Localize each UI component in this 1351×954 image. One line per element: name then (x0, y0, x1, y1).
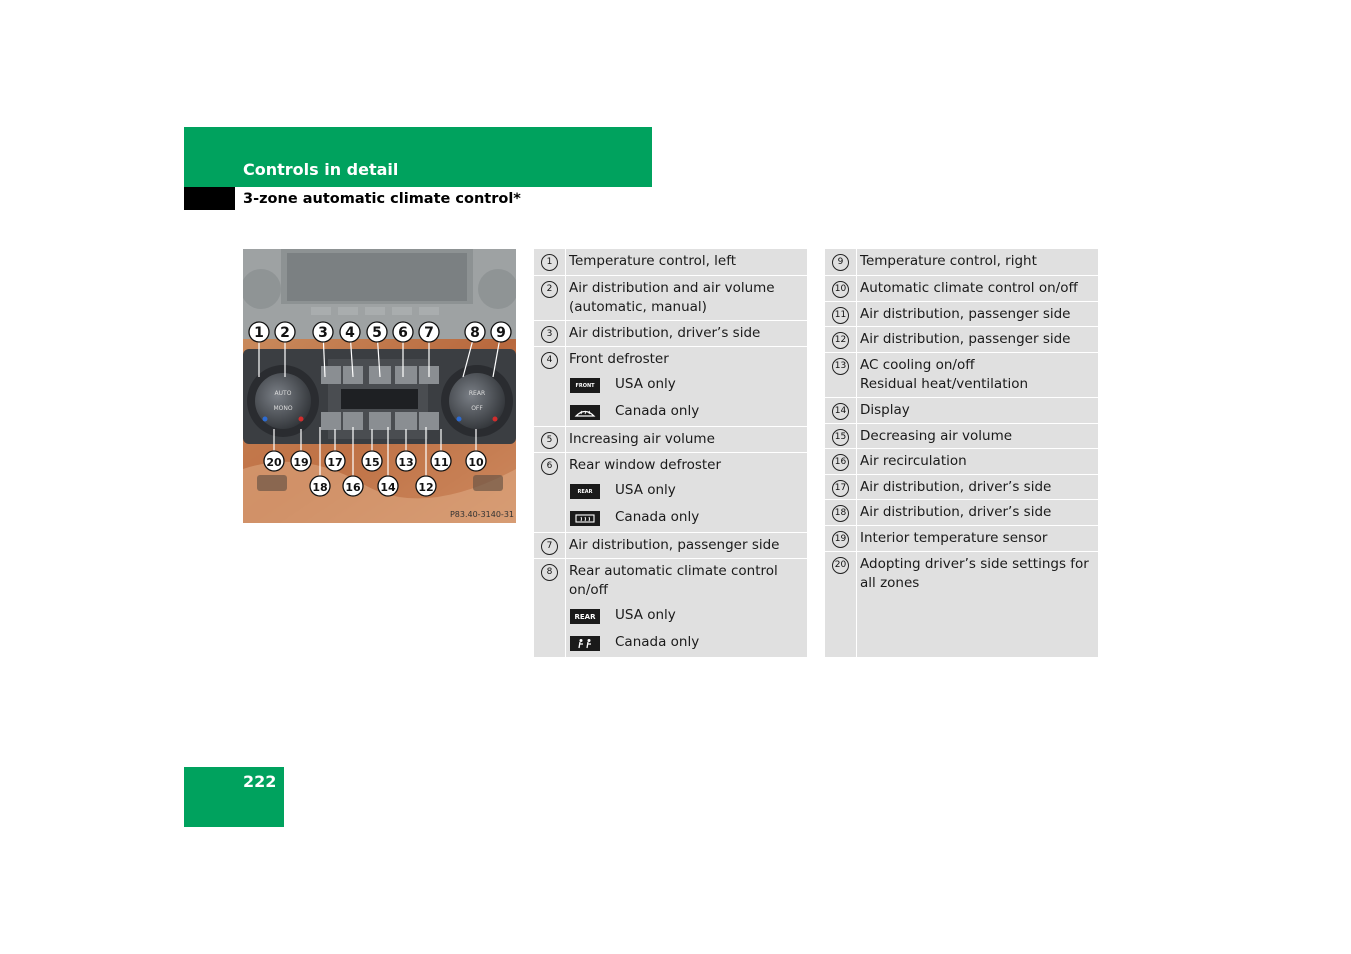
legend-text: Air distribution and air volume (automatic, manual) (569, 280, 775, 315)
knob-right-label2: OFF (471, 405, 483, 412)
callout-label: 12 (418, 481, 434, 494)
legend-text: Air distribution, driver’s side (860, 504, 1052, 520)
legend-text: Air distribution, driver’s side (860, 479, 1052, 495)
figure-reference: P83.40-3140-31 (449, 510, 514, 519)
header-marker (184, 187, 235, 210)
callout-label: 1 (254, 325, 264, 341)
knob-left-label1: AUTO (274, 390, 292, 397)
rear-text-icon (570, 609, 600, 624)
callout-label: 17 (327, 456, 343, 469)
callout-label: 16 (345, 481, 361, 494)
legend-row-20 (825, 551, 1098, 657)
callout-number: 2 (541, 281, 558, 298)
callout-number: 19 (832, 531, 849, 548)
legend-text: AC cooling on/off (860, 357, 975, 373)
usa-label: USA only (615, 607, 676, 623)
callout-number: 4 (541, 352, 558, 369)
rear-occupants-icon (570, 636, 600, 651)
legend-row-14 (825, 397, 1098, 423)
legend-row-16 (825, 448, 1098, 474)
legend-text: Display (860, 402, 910, 418)
callout-number: 9 (832, 254, 849, 271)
callout-number: 12 (832, 332, 849, 349)
canada-label: Canada only (615, 634, 700, 650)
callout-number: 18 (832, 505, 849, 522)
canada-label: Canada only (615, 509, 700, 525)
callout-label: 11 (433, 456, 449, 469)
callout-number: 15 (832, 429, 849, 446)
legend-row-8 (534, 558, 807, 657)
legend-text: Automatic climate control on/off (860, 280, 1078, 296)
legend-row-7 (534, 532, 807, 558)
legend-text: Rear window defroster (569, 457, 722, 473)
callout-number: 16 (832, 454, 849, 471)
legend-row-5 (534, 426, 807, 452)
legend-row-9 (825, 249, 1098, 275)
icon-label: FRONT (575, 382, 595, 389)
callout-label: 7 (424, 325, 434, 341)
callout-label: 8 (470, 325, 480, 341)
rear-window-defrost-icon (570, 511, 600, 526)
section-title: Controls in detail (243, 160, 399, 179)
usa-label: USA only (615, 482, 676, 498)
legend-text: Temperature control, left (569, 253, 737, 269)
legend-row-12 (825, 326, 1098, 352)
legend-text-line2: Residual heat/ventilation (860, 376, 1029, 392)
legend-text: Air distribution, driver’s side (569, 325, 761, 341)
legend-row-17 (825, 474, 1098, 499)
callout-label: 4 (345, 325, 355, 341)
legend-row-6 (534, 452, 807, 532)
legend-text: Increasing air volume (569, 431, 715, 447)
legend-text: Temperature control, right (860, 253, 1037, 269)
usa-label: USA only (615, 376, 676, 392)
callout-label: 10 (468, 456, 484, 469)
callout-number: 3 (541, 326, 558, 343)
callout-number: 14 (832, 403, 849, 420)
callout-number: 5 (541, 432, 558, 449)
knob-left-label2: MONO (273, 405, 293, 412)
rear-defroster-text-icon (570, 484, 600, 499)
callout-label: 5 (372, 325, 382, 341)
legend-text: Air distribution, passenger side (860, 306, 1071, 322)
callout-label: 3 (318, 325, 328, 341)
page-number: 222 (243, 772, 277, 791)
legend-row-3 (534, 320, 807, 346)
callout-label: 20 (266, 456, 282, 469)
legend-text: Decreasing air volume (860, 428, 1013, 444)
callout-number: 10 (832, 281, 849, 298)
legend-text: Rear automatic climate control on/off (569, 563, 778, 598)
callout-number: 17 (832, 480, 849, 497)
climate-control-photo (243, 249, 516, 523)
callout-number: 8 (541, 564, 558, 581)
callout-label: 6 (398, 325, 408, 341)
legend-text: Interior temperature sensor (860, 530, 1048, 546)
callout-number: 6 (541, 458, 558, 475)
legend-table-left (534, 249, 807, 657)
callout-label: 13 (398, 456, 414, 469)
callout-number: 1 (541, 254, 558, 271)
legend-row-19 (825, 525, 1098, 551)
front-defroster-text-icon (570, 378, 600, 393)
legend-row-2 (534, 275, 807, 320)
callout-label: 15 (364, 456, 380, 469)
callout-label: 14 (380, 481, 396, 494)
legend-row-1 (534, 249, 807, 275)
knob-right-label1: REAR (468, 390, 486, 397)
callout-number: 20 (832, 557, 849, 574)
legend-text: Air distribution, passenger side (569, 537, 780, 553)
legend-row-11 (825, 301, 1098, 326)
radio-buttons-row (311, 307, 439, 315)
callout-number: 13 (832, 358, 849, 375)
legend-text: Air distribution, passenger side (860, 331, 1071, 347)
legend-row-15 (825, 423, 1098, 448)
callout-label: 19 (293, 456, 309, 469)
legend-row-13 (825, 352, 1098, 397)
legend-row-18 (825, 499, 1098, 525)
icon-label: REAR (574, 612, 596, 621)
windshield-defrost-icon (570, 405, 600, 420)
legend-row-10 (825, 275, 1098, 301)
canada-label: Canada only (615, 403, 700, 419)
callout-label: 9 (496, 325, 506, 341)
legend-text: Adopting driver’s side settings for all zones (860, 556, 1089, 591)
callout-label: 2 (280, 325, 290, 341)
callout-number: 11 (832, 307, 849, 324)
subsection-title: 3-zone automatic climate control* (243, 191, 521, 207)
legend-text: Front defroster (569, 351, 669, 367)
callout-number: 7 (541, 538, 558, 555)
legend-row-4 (534, 346, 807, 426)
legend-table-right (825, 249, 1098, 657)
legend-text: Air recirculation (860, 453, 967, 469)
icon-label: REAR (577, 488, 593, 495)
callout-label: 18 (312, 481, 328, 494)
